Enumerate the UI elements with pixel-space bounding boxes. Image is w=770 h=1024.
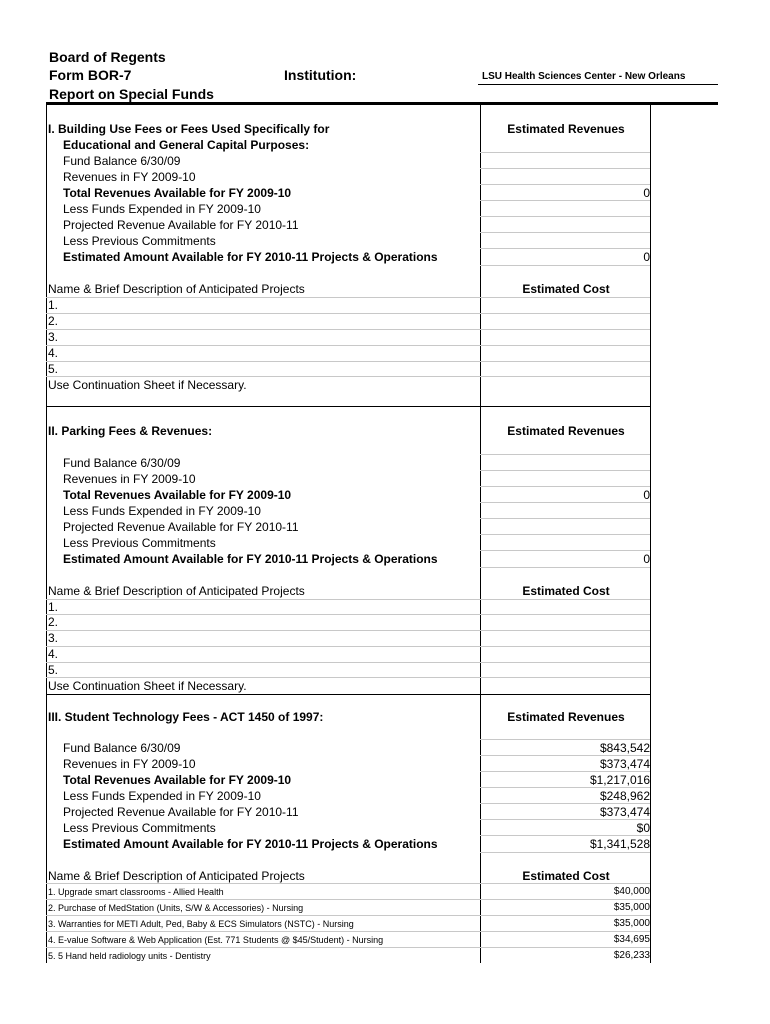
- s3-project-3-cost: $35,000: [613, 918, 650, 929]
- section1-col-revenues: Estimated Revenues: [507, 122, 625, 136]
- s1-continuation: Use Continuation Sheet if Necessary.: [48, 378, 247, 392]
- s2-projected: Projected Revenue Available for FY 2010-11: [63, 520, 299, 534]
- row-line: [46, 614, 650, 615]
- s2-est-value: 0: [643, 552, 650, 566]
- row-line: [46, 297, 650, 298]
- s1-fund-balance: Fund Balance 6/30/09: [63, 154, 181, 168]
- s3-project-4-cost: $34,695: [613, 934, 650, 945]
- row-line: [480, 502, 650, 503]
- s1-less-commit: Less Previous Commitments: [63, 234, 216, 248]
- section2-col-revenues: Estimated Revenues: [507, 424, 625, 438]
- s1-col-cost: Estimated Cost: [522, 282, 610, 296]
- s2-less-expended: Less Funds Expended in FY 2009-10: [63, 504, 261, 518]
- s2-revenues: Revenues in FY 2009-10: [63, 472, 196, 486]
- institution-label: Institution:: [284, 67, 357, 83]
- table-left-border: [46, 105, 47, 963]
- s3-less-expended-value: $248,962: [599, 789, 650, 803]
- row-line: [480, 454, 650, 455]
- s2-continuation: Use Continuation Sheet if Necessary.: [48, 679, 247, 693]
- row-line: [480, 152, 650, 153]
- table-right-border: [650, 105, 651, 963]
- s3-project-5-desc: 5. 5 Hand held radiology units - Dentistry: [48, 951, 211, 961]
- s1-total-value: 0: [643, 186, 650, 200]
- s1-revenues: Revenues in FY 2009-10: [63, 170, 196, 184]
- row-line: [46, 630, 650, 631]
- row-line: [480, 168, 650, 169]
- s3-est-amount: Estimated Amount Available for FY 2010-11 Projects & Operations: [63, 837, 438, 851]
- s3-total: Total Revenues Available for FY 2009-10: [63, 773, 292, 787]
- s3-project-1-desc: 1. Upgrade smart classrooms - Allied Health: [48, 887, 224, 897]
- s2-total: Total Revenues Available for FY 2009-10: [63, 488, 292, 502]
- s1-item-5: 5.: [48, 362, 59, 376]
- section3-title: III. Student Technology Fees - ACT 1450 of 1997:: [48, 710, 324, 724]
- s2-col-cost: Estimated Cost: [522, 584, 610, 598]
- row-line: [480, 852, 650, 853]
- row-line: [46, 329, 650, 330]
- form-number: Form BOR-7: [49, 67, 132, 83]
- row-line: [480, 248, 650, 249]
- section3-col-revenues: Estimated Revenues: [507, 710, 625, 724]
- s3-col-cost: Estimated Cost: [522, 869, 610, 883]
- s3-fund-balance-value: $843,542: [599, 741, 650, 755]
- s2-item-5: 5.: [48, 663, 59, 677]
- header-rule: [46, 102, 718, 105]
- row-line: [480, 216, 650, 217]
- s1-item-4: 4.: [48, 346, 59, 360]
- institution-underline: [478, 84, 718, 85]
- s3-project-4-desc: 4. E-value Software & Web Application (Est. 771 Students @ $45/Student) - Nursing: [48, 935, 384, 945]
- row-line: [480, 184, 650, 185]
- row-line: [46, 313, 650, 314]
- s2-item-1: 1.: [48, 600, 59, 614]
- section2-bottom-rule: [46, 694, 650, 695]
- s3-project-3-desc: 3. Warranties for METI Adult, Ped, Baby & ECS Simulators (NSTC) - Nursing: [48, 919, 354, 929]
- row-line: [480, 534, 650, 535]
- row-line: [480, 819, 650, 820]
- s3-revenues-value: $373,474: [599, 757, 650, 771]
- section1-bottom-rule: [46, 406, 650, 407]
- row-line: [480, 265, 650, 266]
- s2-name-desc: Name & Brief Description of Anticipated Projects: [48, 584, 305, 598]
- section1-title-a: I. Building Use Fees or Fees Used Specifically for: [48, 122, 330, 136]
- s1-item-2: 2.: [48, 314, 59, 328]
- section1-title-b: Educational and General Capital Purposes:: [63, 138, 310, 152]
- s2-total-value: 0: [643, 488, 650, 502]
- row-line: [480, 200, 650, 201]
- s1-item-1: 1.: [48, 298, 59, 312]
- s1-less-expended: Less Funds Expended in FY 2009-10: [63, 202, 261, 216]
- report-title: Report on Special Funds: [49, 86, 214, 102]
- s2-est-amount: Estimated Amount Available for FY 2010-11 Projects & Operations: [63, 552, 438, 566]
- s3-project-1-cost: $40,000: [613, 886, 650, 897]
- s3-project-2-cost: $35,000: [613, 902, 650, 913]
- row-line: [480, 518, 650, 519]
- row-line: [480, 232, 650, 233]
- s3-name-desc: Name & Brief Description of Anticipated Projects: [48, 869, 305, 883]
- s3-project-5-cost: $26,233: [613, 950, 650, 961]
- row-line: [46, 361, 650, 362]
- s3-projected-value: $373,474: [599, 805, 650, 819]
- s3-less-expended: Less Funds Expended in FY 2009-10: [63, 789, 261, 803]
- s2-item-2: 2.: [48, 615, 59, 629]
- s3-revenues: Revenues in FY 2009-10: [63, 757, 196, 771]
- board-title: Board of Regents: [49, 49, 166, 65]
- s2-less-commit: Less Previous Commitments: [63, 536, 216, 550]
- s2-item-3: 3.: [48, 631, 59, 645]
- s3-total-value: $1,217,016: [589, 773, 650, 787]
- section2-title: II. Parking Fees & Revenues:: [48, 424, 213, 438]
- row-line: [46, 345, 650, 346]
- s1-est-amount: Estimated Amount Available for FY 2010-11 Projects & Operations: [63, 250, 438, 264]
- s1-est-value: 0: [643, 250, 650, 264]
- row-line: [46, 662, 650, 663]
- institution-value: LSU Health Sciences Center - New Orleans: [482, 71, 686, 82]
- s3-projected: Projected Revenue Available for FY 2010-11: [63, 805, 299, 819]
- row-line: [480, 567, 650, 568]
- s1-total: Total Revenues Available for FY 2009-10: [63, 186, 292, 200]
- s3-less-commit-value: $0: [636, 821, 650, 835]
- row-line: [480, 486, 650, 487]
- s2-item-4: 4.: [48, 647, 59, 661]
- s1-projected: Projected Revenue Available for FY 2010-11: [63, 218, 299, 232]
- row-line: [480, 550, 650, 551]
- s3-est-value: $1,341,528: [589, 837, 650, 851]
- s1-name-desc: Name & Brief Description of Anticipated Projects: [48, 282, 305, 296]
- row-line: [46, 599, 650, 600]
- s2-fund-balance: Fund Balance 6/30/09: [63, 456, 181, 470]
- s3-project-2-desc: 2. Purchase of MedStation (Units, S/W & Accessories) - Nursing: [48, 903, 304, 913]
- s3-less-commit: Less Previous Commitments: [63, 821, 216, 835]
- s1-item-3: 3.: [48, 330, 59, 344]
- s3-fund-balance: Fund Balance 6/30/09: [63, 741, 181, 755]
- row-line: [480, 470, 650, 471]
- row-line: [46, 646, 650, 647]
